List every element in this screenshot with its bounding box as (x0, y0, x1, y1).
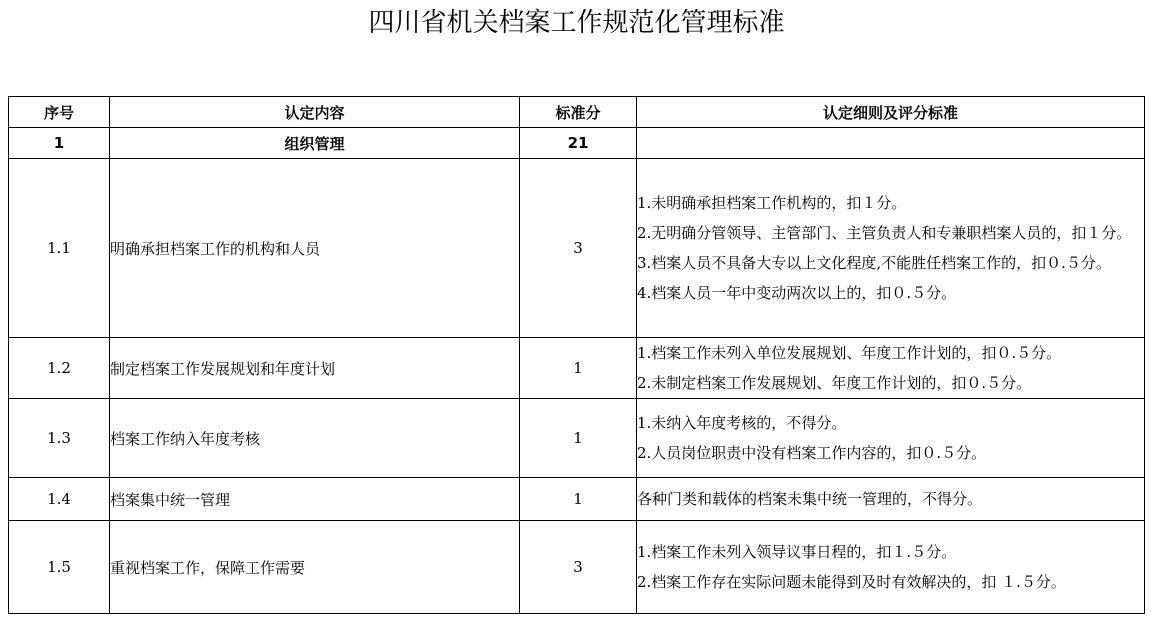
table-row (9, 478, 1145, 521)
section-number: 1 (9, 128, 110, 159)
table-header-row (9, 97, 1145, 128)
detail-item: 1.未纳入年度考核的，不得分。 (637, 414, 847, 432)
detail-item: 2.未制定档案工作发展规划、年度工作计划的，扣０.５分。 (637, 374, 1032, 392)
section-details-empty (637, 128, 1145, 159)
header-content: 认定内容 (110, 97, 520, 128)
detail-item: 1.档案工作未列入单位发展规划、年度工作计划的，扣０.５分。 (637, 344, 1062, 362)
table-row (9, 521, 1145, 614)
header-details: 认定细则及评分标准 (637, 97, 1145, 128)
row-score: 1 (520, 478, 637, 521)
detail-item: 3.档案人员不具备大专以上文化程度,不能胜任档案工作的，扣０.５分。 (637, 254, 1111, 272)
row-number: 1.2 (9, 338, 110, 399)
section-score: 21 (520, 128, 637, 159)
section-row (9, 128, 1145, 159)
detail-item: 2.无明确分管领导、主管部门、主管负责人和专兼职档案人员的，扣１分。 (637, 224, 1132, 242)
page-title: 四川省机关档案工作规范化管理标准 (368, 8, 785, 38)
row-details (637, 159, 1145, 338)
row-details (637, 521, 1145, 614)
header-score: 标准分 (520, 97, 637, 128)
row-details (637, 478, 1145, 521)
detail-item: 2.人员岗位职责中没有档案工作内容的，扣０.５分。 (637, 444, 987, 462)
row-details (637, 338, 1145, 399)
table-row (9, 399, 1145, 478)
detail-item: 1.档案工作未列入领导议事日程的，扣１.５分。 (637, 543, 957, 561)
row-number: 1.5 (9, 521, 110, 614)
row-score: 3 (520, 159, 637, 338)
detail-item: 1.未明确承担档案工作机构的，扣１分。 (637, 194, 907, 212)
detail-item: 各种门类和载体的档案未集中统一管理的，不得分。 (637, 490, 983, 508)
detail-item: 4.档案人员一年中变动两次以上的，扣０.５分。 (637, 284, 957, 302)
row-content: 制定档案工作发展规划和年度计划 (110, 338, 520, 399)
standards-table (8, 96, 1145, 614)
row-content: 档案集中统一管理 (110, 478, 520, 521)
row-score: 1 (520, 338, 637, 399)
header-number: 序号 (9, 97, 110, 128)
row-details (637, 399, 1145, 478)
row-number: 1.1 (9, 159, 110, 338)
section-name: 组织管理 (110, 128, 520, 159)
row-score: 1 (520, 399, 637, 478)
row-content: 档案工作纳入年度考核 (110, 399, 520, 478)
detail-item: 2.档案工作存在实际问题未能得到及时有效解决的，扣 １.５分。 (637, 573, 1066, 591)
row-number: 1.4 (9, 478, 110, 521)
table-row (9, 338, 1145, 399)
row-number: 1.3 (9, 399, 110, 478)
table-row (9, 159, 1145, 338)
row-score: 3 (520, 521, 637, 614)
row-content: 明确承担档案工作的机构和人员 (110, 159, 520, 338)
row-content: 重视档案工作，保障工作需要 (110, 521, 520, 614)
